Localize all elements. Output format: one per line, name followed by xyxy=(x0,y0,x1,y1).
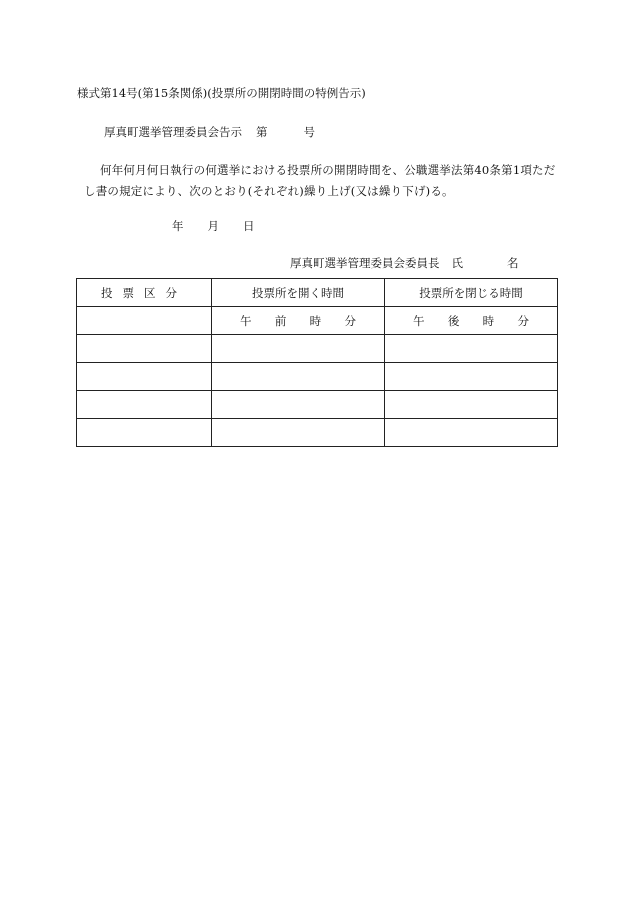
open-time-cell xyxy=(212,307,385,335)
table-cell xyxy=(385,363,558,391)
signature-line xyxy=(290,255,519,271)
open-time-am-1: 午 xyxy=(240,313,252,328)
notice-line xyxy=(104,124,315,140)
close-time-hour: 時 xyxy=(482,313,495,328)
header-close-time: 投票所を閉じる時間 xyxy=(385,279,558,307)
open-time-am-2: 前 xyxy=(274,313,287,328)
table-row xyxy=(77,419,558,447)
table-cell xyxy=(77,307,212,335)
date-month: 月 xyxy=(207,219,219,233)
table-cell xyxy=(212,391,385,419)
date-day: 日 xyxy=(243,219,255,233)
table-row xyxy=(77,391,558,419)
date-line xyxy=(172,218,255,234)
header-district: 投票区分 xyxy=(77,279,212,307)
date-year: 年 xyxy=(172,219,184,233)
notice-number-suffix: 号 xyxy=(303,125,315,139)
table-cell xyxy=(77,391,212,419)
table-cell xyxy=(385,335,558,363)
signature-name-right: 名 xyxy=(507,256,519,270)
close-time-minute: 分 xyxy=(517,313,529,328)
open-time-minute: 分 xyxy=(344,313,356,328)
table-cell xyxy=(385,391,558,419)
notice-number-prefix: 第 xyxy=(256,125,268,139)
open-time-hour: 時 xyxy=(309,313,322,328)
polling-hours-table xyxy=(76,278,558,447)
table-row xyxy=(77,335,558,363)
table-row xyxy=(77,363,558,391)
table-cell xyxy=(385,419,558,447)
table-cell xyxy=(77,419,212,447)
table-header-row xyxy=(77,279,558,307)
signature-name-left: 氏 xyxy=(451,256,463,270)
close-time-pm-2: 後 xyxy=(447,313,460,328)
table-time-row xyxy=(77,307,558,335)
header-open-time: 投票所を開く時間 xyxy=(212,279,385,307)
close-time-pm-1: 午 xyxy=(413,313,425,328)
table-cell xyxy=(212,363,385,391)
table-cell xyxy=(212,419,385,447)
table-cell xyxy=(77,335,212,363)
table-cell xyxy=(77,363,212,391)
committee-notice-label: 厚真町選挙管理委員会告示 xyxy=(104,125,242,139)
close-time-cell xyxy=(385,307,558,335)
form-header: 様式第14号(第15条関係)(投票所の開閉時間の特例告示) xyxy=(77,86,366,100)
signature-title: 厚真町選挙管理委員会委員長 xyxy=(290,256,440,270)
table-cell xyxy=(212,335,385,363)
notice-body: 何年何月何日執行の何選挙における投票所の開閉時間を、公職選挙法第40条第1項ただし書の規定により、次のとおり(それぞれ)繰り上げ(又は繰り下げ)る。 xyxy=(84,163,556,198)
